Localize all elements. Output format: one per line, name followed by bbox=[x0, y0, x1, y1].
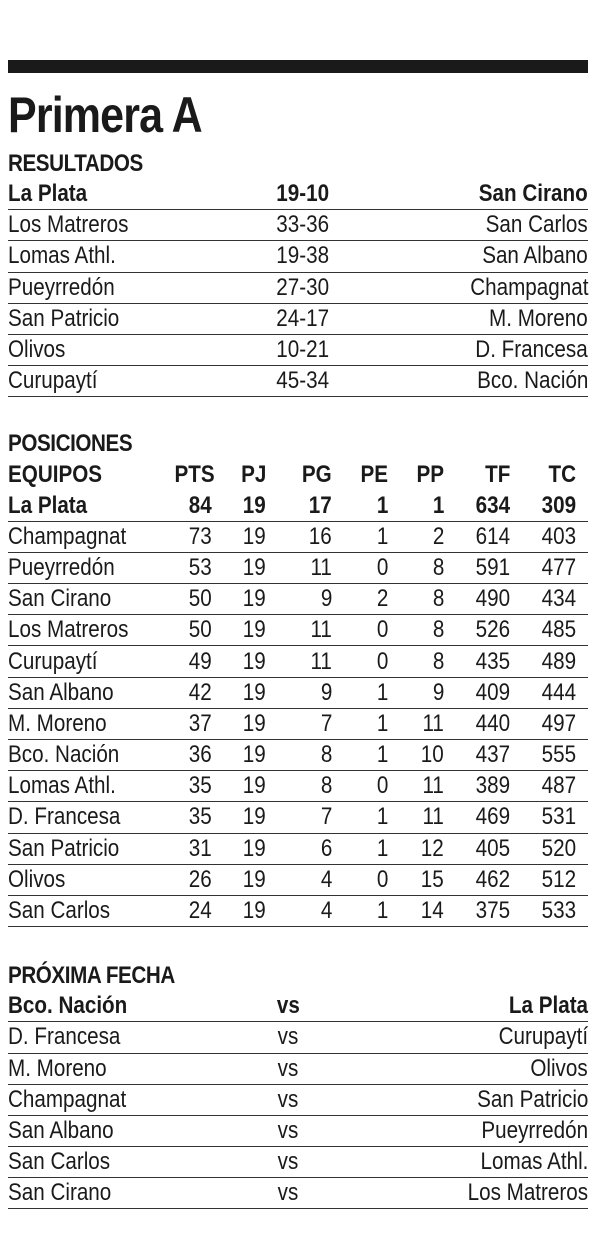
stat-cell: 477 bbox=[541, 553, 576, 581]
stat-cell: 9 bbox=[320, 585, 332, 613]
standings-row bbox=[8, 678, 588, 709]
stat-cell: 462 bbox=[475, 865, 510, 893]
standings-table bbox=[8, 459, 588, 927]
stat-cell: 50 bbox=[189, 585, 212, 613]
stat-cell: 1 bbox=[376, 709, 388, 737]
stat-cell: 7 bbox=[320, 709, 332, 737]
stat-cell: 4 bbox=[320, 865, 332, 893]
stat-cell: 2 bbox=[432, 522, 444, 550]
stat-cell: 19 bbox=[243, 585, 266, 613]
fixtures-table bbox=[8, 991, 588, 1209]
home-team: Olivos bbox=[8, 336, 66, 364]
home-team: Los Matreros bbox=[8, 211, 129, 239]
stat-cell: 19 bbox=[243, 522, 266, 550]
away-team: San Albano bbox=[482, 242, 588, 270]
stat-cell: 0 bbox=[376, 772, 388, 800]
versus: vs bbox=[277, 1148, 299, 1176]
team-name: Curupaytí bbox=[8, 647, 98, 675]
away-team: San Cirano bbox=[479, 180, 588, 208]
stat-cell: 16 bbox=[309, 522, 332, 550]
versus: vs bbox=[277, 1023, 299, 1051]
top-rule bbox=[8, 60, 588, 73]
stat-cell: 555 bbox=[541, 741, 576, 769]
team-name: San Carlos bbox=[8, 897, 111, 925]
stat-cell: 1 bbox=[376, 678, 388, 706]
stat-cell: 437 bbox=[475, 741, 510, 769]
stat-cell: 0 bbox=[376, 647, 388, 675]
stat-cell: 309 bbox=[541, 491, 576, 519]
home-team: Bco. Nación bbox=[8, 992, 128, 1020]
stat-cell: 53 bbox=[189, 553, 212, 581]
stat-cell: 35 bbox=[189, 772, 212, 800]
stat-cell: 0 bbox=[376, 616, 388, 644]
team-name: Pueyrredón bbox=[8, 553, 115, 581]
versus: vs bbox=[276, 992, 300, 1020]
team-name: Champagnat bbox=[8, 522, 127, 550]
fixture-row bbox=[8, 991, 588, 1022]
standings-row bbox=[8, 802, 588, 833]
standings-row bbox=[8, 865, 588, 896]
standings-row bbox=[8, 771, 588, 802]
column-header: PTS bbox=[174, 460, 215, 488]
stat-cell: 497 bbox=[541, 709, 576, 737]
stat-cell: 8 bbox=[432, 647, 444, 675]
result-row bbox=[8, 179, 588, 210]
stat-cell: 526 bbox=[475, 616, 510, 644]
stat-cell: 614 bbox=[475, 522, 510, 550]
result-row bbox=[8, 210, 588, 241]
away-team: D. Francesa bbox=[475, 336, 588, 364]
column-header: TF bbox=[484, 460, 510, 488]
stat-cell: 6 bbox=[320, 834, 332, 862]
score: 10-21 bbox=[276, 336, 330, 364]
stat-cell: 19 bbox=[243, 772, 266, 800]
stat-cell: 19 bbox=[243, 803, 266, 831]
stat-cell: 73 bbox=[189, 522, 212, 550]
column-header: PG bbox=[302, 460, 332, 488]
results-label: RESULTADOS bbox=[8, 150, 143, 177]
stat-cell: 8 bbox=[320, 772, 332, 800]
fixture-row bbox=[8, 1178, 588, 1209]
stat-cell: 9 bbox=[320, 678, 332, 706]
stat-cell: 19 bbox=[243, 709, 266, 737]
stat-cell: 19 bbox=[243, 865, 266, 893]
home-team: San Albano bbox=[8, 1116, 114, 1144]
results-table bbox=[8, 179, 588, 397]
stat-cell: 1 bbox=[376, 741, 388, 769]
stat-cell: 19 bbox=[243, 616, 266, 644]
team-name: M. Moreno bbox=[8, 709, 107, 737]
away-team: Los Matreros bbox=[467, 1179, 588, 1207]
stat-cell: 24 bbox=[189, 897, 212, 925]
versus: vs bbox=[277, 1116, 299, 1144]
stat-cell: 409 bbox=[475, 678, 510, 706]
column-header: TC bbox=[548, 460, 576, 488]
stat-cell: 49 bbox=[189, 647, 212, 675]
standings-row bbox=[8, 834, 588, 865]
stat-cell: 403 bbox=[541, 522, 576, 550]
team-name: San Patricio bbox=[8, 834, 120, 862]
stat-cell: 19 bbox=[243, 741, 266, 769]
standings-row bbox=[8, 553, 588, 584]
standings-row bbox=[8, 491, 588, 522]
stat-cell: 435 bbox=[475, 647, 510, 675]
stat-cell: 17 bbox=[309, 491, 332, 519]
stat-cell: 591 bbox=[475, 553, 510, 581]
score: 27-30 bbox=[276, 273, 330, 301]
team-name: San Cirano bbox=[8, 585, 112, 613]
stat-cell: 31 bbox=[189, 834, 212, 862]
home-team: San Patricio bbox=[8, 304, 120, 332]
stat-cell: 2 bbox=[376, 585, 388, 613]
stat-cell: 8 bbox=[320, 741, 332, 769]
stat-cell: 35 bbox=[189, 803, 212, 831]
standings-row bbox=[8, 709, 588, 740]
home-team: Pueyrredón bbox=[8, 273, 115, 301]
team-name: Los Matreros bbox=[8, 616, 129, 644]
standings-row bbox=[8, 896, 588, 927]
stat-cell: 533 bbox=[541, 897, 576, 925]
stat-cell: 485 bbox=[541, 616, 576, 644]
home-team: Champagnat bbox=[8, 1085, 127, 1113]
away-team: San Patricio bbox=[476, 1085, 588, 1113]
stat-cell: 1 bbox=[376, 834, 388, 862]
home-team: La Plata bbox=[8, 180, 88, 208]
score: 45-34 bbox=[276, 367, 330, 395]
stat-cell: 19 bbox=[243, 647, 266, 675]
score: 24-17 bbox=[276, 304, 330, 332]
fixture-row bbox=[8, 1085, 588, 1116]
result-row bbox=[8, 366, 588, 397]
stat-cell: 14 bbox=[421, 897, 444, 925]
score: 19-10 bbox=[276, 180, 330, 208]
fixture-row bbox=[8, 1054, 588, 1085]
stat-cell: 19 bbox=[243, 491, 266, 519]
home-team: D. Francesa bbox=[8, 1023, 121, 1051]
away-team: Curupaytí bbox=[498, 1023, 588, 1051]
stat-cell: 36 bbox=[189, 741, 212, 769]
stat-cell: 8 bbox=[432, 585, 444, 613]
stat-cell: 37 bbox=[189, 709, 212, 737]
stat-cell: 11 bbox=[310, 553, 332, 581]
stat-cell: 11 bbox=[422, 709, 444, 737]
stat-cell: 26 bbox=[189, 865, 212, 893]
column-header: PE bbox=[360, 460, 388, 488]
stat-cell: 490 bbox=[475, 585, 510, 613]
result-row bbox=[8, 304, 588, 335]
stat-cell: 489 bbox=[541, 647, 576, 675]
away-team: Olivos bbox=[530, 1054, 588, 1082]
column-header: EQUIPOS bbox=[8, 460, 103, 488]
stat-cell: 512 bbox=[541, 865, 576, 893]
stat-cell: 1 bbox=[432, 491, 444, 519]
stat-cell: 1 bbox=[376, 803, 388, 831]
result-row bbox=[8, 241, 588, 272]
team-name: Olivos bbox=[8, 865, 66, 893]
stat-cell: 389 bbox=[475, 772, 510, 800]
away-team: Bco. Nación bbox=[476, 367, 588, 395]
stat-cell: 11 bbox=[310, 616, 332, 644]
stat-cell: 444 bbox=[541, 678, 576, 706]
column-header: PJ bbox=[240, 460, 266, 488]
home-team: Lomas Athl. bbox=[8, 242, 116, 270]
home-team: Curupaytí bbox=[8, 367, 98, 395]
column-header: PP bbox=[416, 460, 444, 488]
sports-table-page bbox=[8, 0, 588, 1209]
team-name: D. Francesa bbox=[8, 803, 121, 831]
stat-cell: 0 bbox=[376, 553, 388, 581]
home-team: San Carlos bbox=[8, 1148, 111, 1176]
stat-cell: 12 bbox=[421, 834, 444, 862]
team-name: La Plata bbox=[8, 491, 88, 519]
stat-cell: 1 bbox=[376, 491, 388, 519]
stat-cell: 487 bbox=[541, 772, 576, 800]
fixture-row bbox=[8, 1147, 588, 1178]
stat-cell: 434 bbox=[541, 585, 576, 613]
versus: vs bbox=[277, 1179, 299, 1207]
stat-cell: 8 bbox=[432, 616, 444, 644]
stat-cell: 11 bbox=[422, 803, 444, 831]
team-name: Bco. Nación bbox=[8, 741, 120, 769]
stat-cell: 440 bbox=[475, 709, 510, 737]
stat-cell: 50 bbox=[189, 616, 212, 644]
stat-cell: 520 bbox=[541, 834, 576, 862]
stat-cell: 4 bbox=[320, 897, 332, 925]
stat-cell: 19 bbox=[243, 678, 266, 706]
stat-cell: 84 bbox=[189, 491, 212, 519]
stat-cell: 11 bbox=[422, 772, 444, 800]
stat-cell: 42 bbox=[189, 678, 212, 706]
away-team: San Carlos bbox=[485, 211, 588, 239]
team-name: Lomas Athl. bbox=[8, 772, 116, 800]
stat-cell: 7 bbox=[320, 803, 332, 831]
stat-cell: 531 bbox=[541, 803, 576, 831]
stat-cell: 11 bbox=[310, 647, 332, 675]
stat-cell: 375 bbox=[475, 897, 510, 925]
result-row bbox=[8, 335, 588, 366]
stat-cell: 634 bbox=[475, 491, 510, 519]
away-team: Champagnat bbox=[469, 273, 588, 301]
stat-cell: 0 bbox=[376, 865, 388, 893]
stat-cell: 19 bbox=[243, 834, 266, 862]
standings-row bbox=[8, 522, 588, 553]
score: 33-36 bbox=[276, 211, 330, 239]
away-team: Pueyrredón bbox=[481, 1116, 588, 1144]
stat-cell: 1 bbox=[376, 522, 388, 550]
standings-row bbox=[8, 584, 588, 615]
stat-cell: 15 bbox=[421, 865, 444, 893]
stat-cell: 1 bbox=[376, 897, 388, 925]
stat-cell: 405 bbox=[475, 834, 510, 862]
page-title: Primera A bbox=[8, 87, 202, 143]
fixture-row bbox=[8, 1116, 588, 1147]
team-name: San Albano bbox=[8, 678, 114, 706]
score: 19-38 bbox=[276, 242, 330, 270]
home-team: M. Moreno bbox=[8, 1054, 107, 1082]
standings-row bbox=[8, 646, 588, 677]
away-team: M. Moreno bbox=[489, 304, 588, 332]
fixtures-label: PRÓXIMA FECHA bbox=[8, 962, 175, 990]
stat-cell: 8 bbox=[432, 553, 444, 581]
standings-label: POSICIONES bbox=[8, 430, 133, 458]
versus: vs bbox=[277, 1054, 299, 1082]
stat-cell: 469 bbox=[475, 803, 510, 831]
stat-cell: 19 bbox=[243, 897, 266, 925]
standings-header-row bbox=[8, 459, 588, 490]
fixture-row bbox=[8, 1022, 588, 1053]
home-team: San Cirano bbox=[8, 1179, 112, 1207]
away-team: La Plata bbox=[508, 992, 588, 1020]
stat-cell: 10 bbox=[421, 741, 444, 769]
stat-cell: 9 bbox=[432, 678, 444, 706]
stat-cell: 19 bbox=[243, 553, 266, 581]
away-team: Lomas Athl. bbox=[480, 1148, 588, 1176]
versus: vs bbox=[277, 1085, 299, 1113]
standings-row bbox=[8, 740, 588, 771]
result-row bbox=[8, 273, 588, 304]
standings-row bbox=[8, 615, 588, 646]
